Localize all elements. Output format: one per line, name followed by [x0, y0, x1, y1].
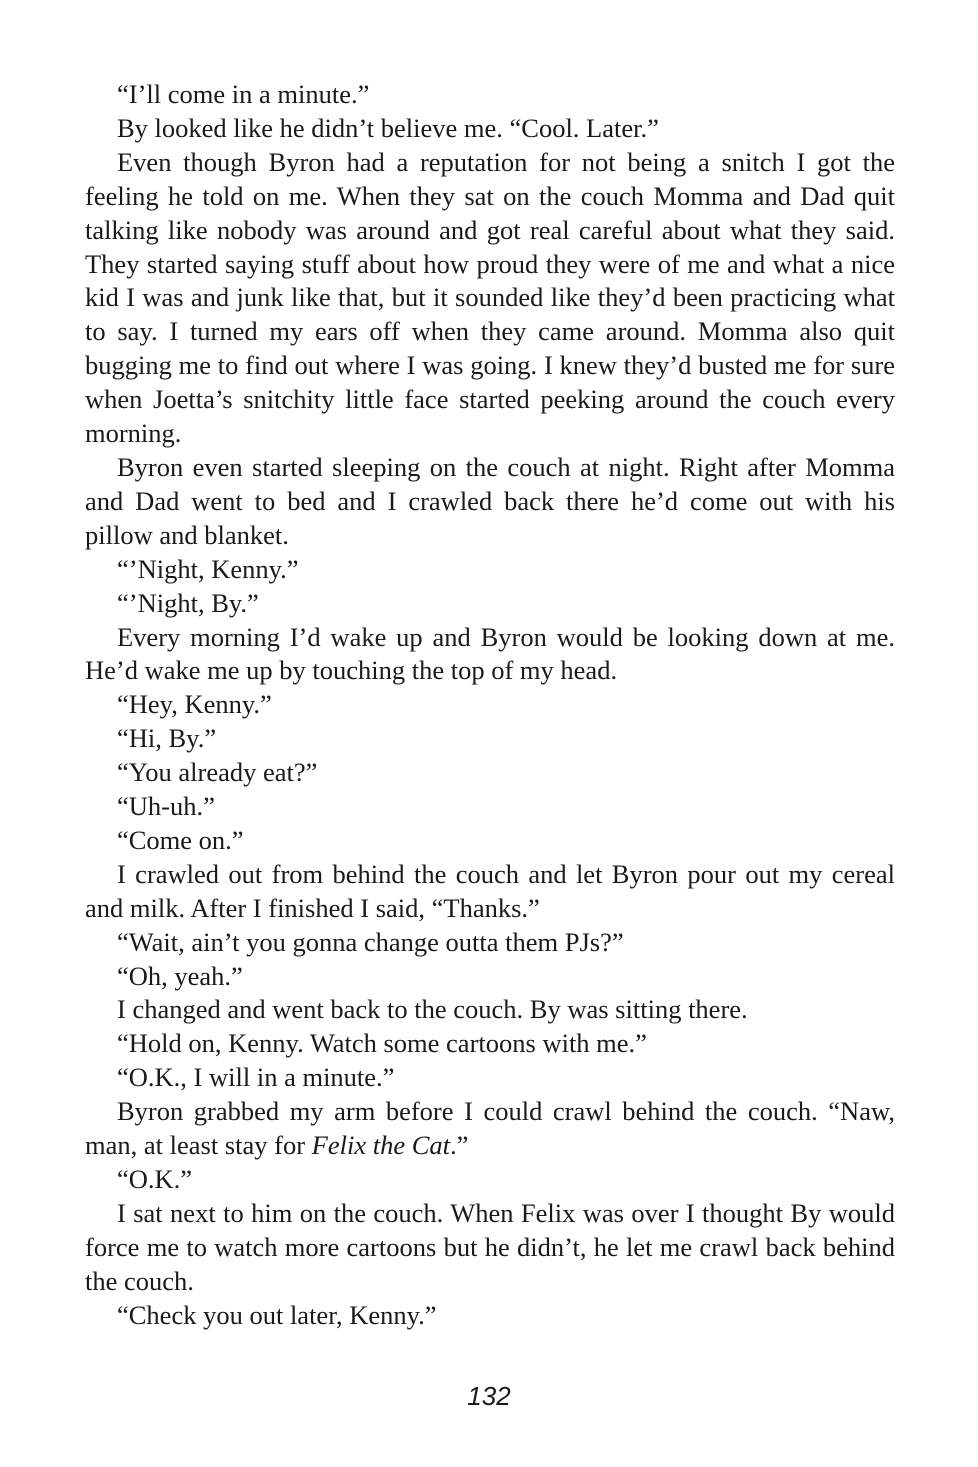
paragraph: “Come on.”: [117, 824, 244, 855]
paragraph: “O.K., I will in a minute.”: [117, 1062, 395, 1093]
paragraph: I changed and went back to the couch. By was sitting there.: [117, 994, 748, 1025]
paragraph: “Wait, ain’t you gonna change outta them PJs?”: [117, 926, 624, 957]
book-title-italic: Felix the Cat: [311, 1130, 451, 1161]
paragraph: “You already eat?”: [117, 757, 318, 788]
page-number: 132: [467, 1381, 511, 1411]
paragraph: “’Night, By.”: [117, 587, 259, 618]
paragraph: By looked like he didn’t believe me. “Cool. Later.”: [117, 112, 659, 143]
paragraph: [85, 1095, 895, 1163]
paragraph: “Check you out later, Kenny.”: [117, 1299, 437, 1330]
paragraph: Even though Byron had a reputation for not being a snitch I got the feeling he told on me. When they sat on the couch Momma and Dad quit talking like nobody was around and got real careful about what they said. They started saying stuff about how proud they were of me and what a nice kid I was and junk like that, but it sounded like they’d been practicing what to say. I turned my ears off when they came around. Momma also quit bugging me to find out where I was going. I knew they’d busted me for sure when Joetta’s snitchity little face started peeking around the couch every morning.: [85, 146, 895, 449]
paragraph: “’Night, Kenny.”: [117, 553, 299, 584]
paragraph: “Hold on, Kenny. Watch some cartoons with me.”: [117, 1028, 647, 1059]
paragraph: “Hey, Kenny.”: [117, 689, 272, 720]
paragraph: “Oh, yeah.”: [117, 960, 243, 991]
paragraph: Every morning I’d wake up and Byron would be looking down at me. He’d wake me up by touching the top of my head.: [85, 621, 895, 686]
paragraph: I sat next to him on the couch. When Felix was over I thought By would force me to watch more cartoons but he didn’t, he let me crawl back behind the couch.: [85, 1197, 895, 1296]
paragraph: Byron even started sleeping on the couch at night. Right after Momma and Dad went to bed and I crawled back there he’d come out with his pillow and blanket.: [85, 451, 895, 550]
paragraph-text: Byron grabbed my arm before I could crawl behind the couch. “Naw, man, at least stay for: [85, 1096, 895, 1161]
paragraph-text: .”: [450, 1130, 469, 1161]
page-body: [85, 78, 895, 1333]
paragraph: “O.K.”: [117, 1164, 193, 1194]
paragraph: “Hi, By.”: [117, 723, 217, 754]
paragraph: I crawled out from behind the couch and let Byron pour out my cereal and milk. After I finished I said, “Thanks.”: [85, 858, 895, 923]
paragraph: “Uh-uh.”: [117, 791, 215, 822]
paragraph: “I’ll come in a minute.”: [117, 79, 370, 109]
